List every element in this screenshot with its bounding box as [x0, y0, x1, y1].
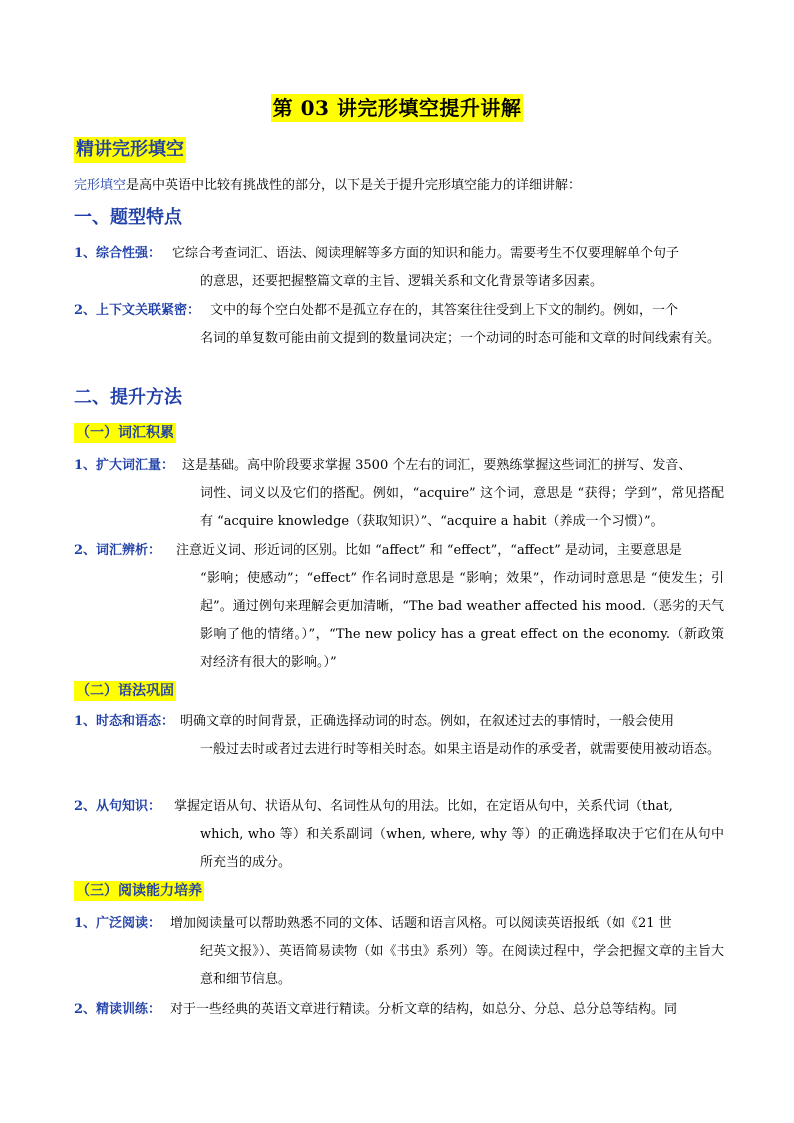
item-first-line: 增加阅读量可以帮助熟悉不同的文体、话题和语言风格。可以阅读英语报纸（如《21 世	[170, 916, 672, 931]
list-item	[74, 708, 724, 764]
intro-text: 是高中英语中比较有挑战性的部分，以下是关于提升完形填空能力的详细讲解：	[126, 178, 582, 193]
subheading-vocab: （一）词汇积累	[76, 425, 174, 441]
item-head: 1、时态和语态：	[74, 714, 175, 729]
title-wrap	[0, 94, 794, 122]
list-item	[74, 452, 724, 536]
list-item	[74, 537, 724, 677]
list-item	[74, 297, 724, 353]
list-item	[74, 910, 724, 994]
page-title: 第 03 讲完形填空提升讲解	[272, 96, 522, 120]
list-item	[74, 240, 724, 296]
item-first-line: 文中的每个空白处都不是孤立存在的，其答案往往受到上下文的制约。例如，一个	[210, 303, 679, 318]
item-rest: “影响；使感动”；“effect” 作名词时意思是 “影响；效果”，作动词时意思是 “使发生；引起”。通过例句来理解会更加清晰，“The bad weather affected his mood.（恶劣的天气影响了他的情绪。）”，“The new policy has a great effect on the economy.（新政策对经济有很大的影响。）”	[200, 571, 724, 670]
subheading-grammar: （二）语法巩固	[76, 683, 174, 699]
item-head: 1、扩大词汇量：	[74, 458, 175, 473]
item-rest: which, who 等）和关系副词（when, where, why 等）的正确选择取决于它们在从句中所充当的成分。	[200, 827, 724, 870]
intro-keyword: 完形填空	[74, 178, 127, 193]
heading-part2: 二、提升方法	[74, 387, 182, 408]
item-rest: 纪英文报》）、英语简易读物（如《书虫》系列）等。在阅读过程中，学会把握文章的主旨大意和细节信息。	[200, 944, 724, 987]
item-rest: 词性、词义以及它们的搭配。例如，“acquire” 这个词，意思是 “获得；学到”，常见搭配有 “acquire knowledge（获取知识）”、“acquire a habit（养成一个习惯）”。	[200, 486, 724, 529]
list-item	[74, 996, 724, 1024]
item-head: 1、综合性强：	[74, 246, 162, 261]
intro-paragraph	[74, 176, 724, 196]
item-head: 1、广泛阅读：	[74, 916, 162, 931]
item-first-line: 对于一些经典的英语文章进行精读。分析文章的结构，如总分、分总、总分总等结构。同	[170, 1002, 678, 1017]
item-first-line: 明确文章的时间背景，正确选择动词的时态。例如，在叙述过去的事情时，一般会使用	[180, 714, 675, 729]
list-item	[74, 793, 724, 877]
subheading-reading: （三）阅读能力培养	[76, 883, 202, 899]
item-rest: 的意思，还要把握整篇文章的主旨、逻辑关系和文化背景等诸多因素。	[200, 274, 604, 289]
item-head: 2、词汇辨析：	[74, 543, 162, 558]
heading-part1: 一、题型特点	[74, 207, 182, 228]
item-head: 2、从句知识：	[74, 799, 162, 814]
item-first-line: 掌握定语从句、状语从句、名词性从句的用法。比如，在定语从句中，关系代词（that,	[174, 799, 673, 814]
item-head: 2、精读训练：	[74, 1002, 162, 1017]
item-first-line: 它综合考查词汇、语法、阅读理解等多方面的知识和能力。需要考生不仅要理解单个句子	[172, 246, 680, 261]
section-label: 精讲完形填空	[74, 137, 186, 163]
item-rest: 一般过去时或者过去进行时等相关时态。如果主语是动作的承受者，就需要使用被动语态。	[200, 742, 721, 757]
item-head: 2、上下文关联紧密：	[74, 303, 201, 318]
item-rest: 名词的单复数可能由前文提到的数量词决定；一个动词的时态可能和文章的时间线索有关。	[200, 331, 721, 346]
item-first-line: 注意近义词、形近词的区别。比如 “affect” 和 “effect”，“affect” 是动词，主要意思是	[176, 543, 682, 558]
item-first-line: 这是基础。高中阶段要求掌握 3500 个左右的词汇，要熟练掌握这些词汇的拼写、发音、	[182, 458, 692, 473]
